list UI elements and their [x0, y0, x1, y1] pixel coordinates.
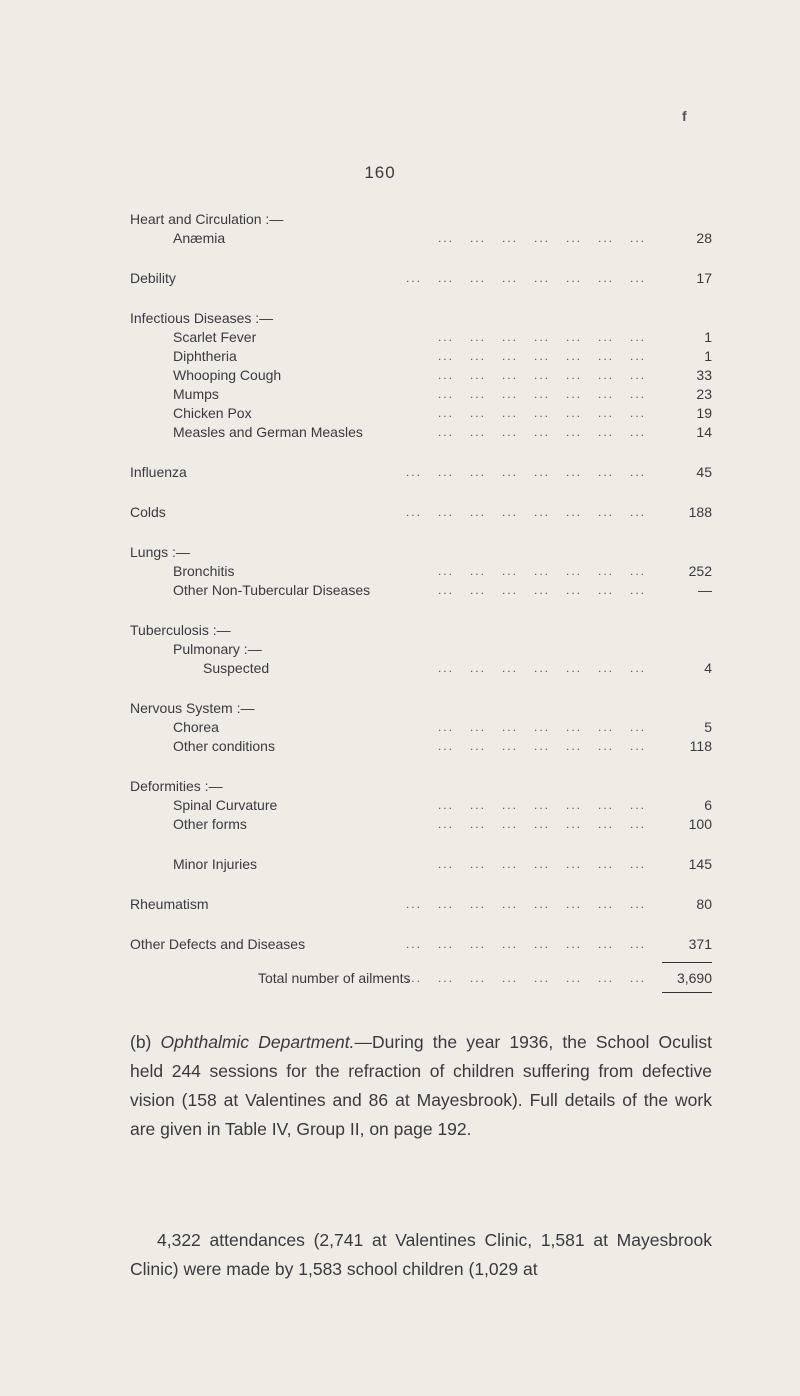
- total-rule-bottom: [662, 992, 712, 993]
- table-row: [130, 562, 712, 581]
- ophthalmic-body: —During the year 1936, the School Oculist held 244 sessions for the refraction of children suffering from defective vision (158 at Valentines and 86 at Mayesbrook). Full details of the work are given in Table IV, Group II, on page 192.: [130, 1032, 712, 1139]
- ophthalmic-heading: Ophthalmic Department.: [160, 1032, 355, 1052]
- table-row: [130, 699, 712, 718]
- row-label: Pulmonary :—: [173, 641, 262, 657]
- row-label: Deformities :—: [130, 778, 223, 794]
- table-row: [130, 385, 712, 404]
- leader-dots: [438, 796, 646, 815]
- row-label: Nervous System :—: [130, 700, 255, 716]
- row-value: 4: [704, 660, 712, 676]
- table-row: [130, 543, 712, 562]
- leader-dots: [406, 503, 646, 522]
- table-row: [130, 718, 712, 737]
- row-gap: [130, 248, 712, 269]
- row-label: Spinal Curvature: [173, 797, 278, 813]
- paragraph-prefix: (b): [130, 1032, 161, 1052]
- ailments-table: [130, 210, 712, 993]
- leader-dots: [438, 718, 646, 737]
- table-row: [130, 815, 712, 834]
- row-label: Chicken Pox: [173, 405, 252, 421]
- row-gap: [130, 522, 712, 543]
- row-value: 252: [688, 563, 712, 579]
- table-row: [130, 737, 712, 756]
- row-label: Suspected: [203, 660, 270, 676]
- row-label: Influenza: [130, 464, 187, 480]
- row-label: Bronchitis: [173, 563, 235, 579]
- ophthalmic-paragraph: [130, 1028, 712, 1144]
- leader-dots: [438, 366, 646, 385]
- leader-dots: [438, 347, 646, 366]
- table-row: [130, 463, 712, 482]
- table-row: [130, 269, 712, 288]
- row-label: Mumps: [173, 386, 219, 402]
- row-value: 14: [696, 424, 712, 440]
- row-value: 371: [688, 936, 712, 952]
- row-value: 45: [696, 464, 712, 480]
- row-label: Anæmia: [173, 230, 226, 246]
- row-label: Tuberculosis :—: [130, 622, 231, 638]
- table-row: [130, 621, 712, 640]
- row-value: 17: [696, 270, 712, 286]
- row-gap: [130, 482, 712, 503]
- leader-dots: [438, 423, 646, 442]
- row-label: Whooping Cough: [173, 367, 282, 383]
- row-gap: [130, 756, 712, 777]
- table-row: [130, 210, 712, 229]
- row-gap: [130, 874, 712, 895]
- table-row: [130, 581, 712, 600]
- row-label: Diphtheria: [173, 348, 237, 364]
- table-row: [130, 347, 712, 366]
- table-row: [130, 366, 712, 385]
- leader-dots: [406, 935, 646, 954]
- leader-dots: [438, 737, 646, 756]
- row-value: 1: [704, 329, 712, 345]
- attendances-paragraph: 4,322 attendances (2,741 at Valentines Clinic, 1,581 at Mayesbrook Clinic) were made by 1,583 school children (1,029 at: [130, 1230, 712, 1279]
- row-gap: [130, 288, 712, 309]
- table-row: [130, 503, 712, 522]
- leader-dots: [438, 229, 646, 248]
- table-row: [130, 309, 712, 328]
- leader-dots: [438, 659, 646, 678]
- row-value: 1: [704, 348, 712, 364]
- leader-dots: [406, 969, 646, 988]
- table-row: [130, 935, 712, 954]
- table-row: [130, 328, 712, 347]
- leader-dots: [438, 581, 646, 600]
- row-label: Lungs :—: [130, 544, 190, 560]
- row-label: Chorea: [173, 719, 219, 735]
- row-value: 5: [704, 719, 712, 735]
- row-value: 100: [688, 816, 712, 832]
- row-label: Other Non-Tubercular Diseases: [173, 582, 371, 598]
- row-label: Measles and German Measles: [173, 424, 363, 440]
- row-gap: [130, 678, 712, 699]
- corner-mark: f: [682, 108, 687, 124]
- total-rule-top: [662, 962, 712, 963]
- table-row: [130, 640, 712, 659]
- row-label: Debility: [130, 270, 176, 286]
- leader-dots: [406, 269, 646, 288]
- table-row: [130, 404, 712, 423]
- row-gap: [130, 914, 712, 935]
- row-value: 6: [704, 797, 712, 813]
- table-row: [130, 229, 712, 248]
- row-label: Infectious Diseases :—: [130, 310, 274, 326]
- row-label: Minor Injuries: [173, 856, 258, 872]
- leader-dots: [438, 815, 646, 834]
- table-row: [130, 423, 712, 442]
- row-label: Rheumatism: [130, 896, 209, 912]
- table-row: [130, 659, 712, 678]
- page-number: 160: [364, 163, 396, 182]
- row-value: 33: [696, 367, 712, 383]
- row-value: 80: [696, 896, 712, 912]
- row-value: —: [698, 582, 712, 598]
- leader-dots: [438, 328, 646, 347]
- row-gap: [130, 442, 712, 463]
- leader-dots: [438, 562, 646, 581]
- row-value: 145: [688, 856, 712, 872]
- row-label: Heart and Circulation :—: [130, 211, 284, 227]
- row-label: Other forms: [173, 816, 247, 832]
- row-value: 23: [696, 386, 712, 402]
- row-value: 188: [688, 504, 712, 520]
- row-gap: [130, 600, 712, 621]
- row-value: 118: [689, 738, 712, 754]
- leader-dots: [406, 463, 646, 482]
- row-label: Other conditions: [173, 738, 275, 754]
- total-row: [130, 969, 712, 988]
- leader-dots: [438, 855, 646, 874]
- table-row: [130, 855, 712, 874]
- leader-dots: [438, 385, 646, 404]
- leader-dots: [438, 404, 646, 423]
- row-value: 28: [696, 230, 712, 246]
- row-label: Other Defects and Diseases: [130, 936, 306, 952]
- table-row: [130, 796, 712, 815]
- table-row: [130, 777, 712, 796]
- table-row: [130, 895, 712, 914]
- row-gap: [130, 834, 712, 855]
- row-label: Scarlet Fever: [173, 329, 257, 345]
- row-label: Colds: [130, 504, 166, 520]
- leader-dots: [406, 895, 646, 914]
- row-value: 19: [696, 405, 712, 421]
- total-value: 3,690: [676, 970, 712, 986]
- total-label: Total number of ailments: [258, 970, 411, 986]
